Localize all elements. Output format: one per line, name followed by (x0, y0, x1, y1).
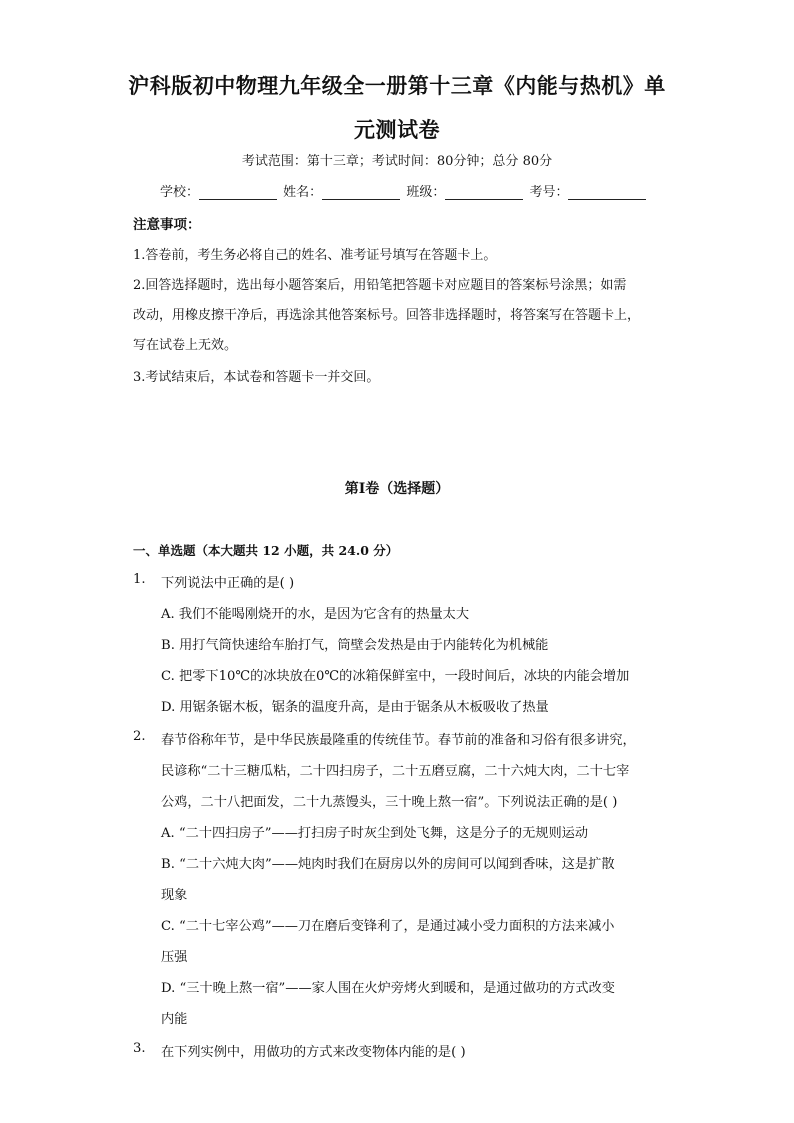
question-stem: 在下列实例中，用做功的方式来改变物体内能的是( ) (161, 1045, 466, 1060)
note-line: 2.回答选择题时，选出每小题答案后，用铅笔把答题卡对应题目的答案标号涂黑；如需 (133, 278, 627, 293)
question-option: A. “二十四扫房子”——打扫房子时灰尘到处飞舞，这是分子的无规则运动 (161, 826, 589, 841)
class-blank[interactable] (445, 187, 523, 200)
question-option: B. 用打气筒快速给车胎打气，筒壁会发热是由于内能转化为机械能 (161, 638, 549, 653)
notes-heading: 注意事项： (133, 217, 201, 233)
exam-title-line1: 沪科版初中物理九年级全一册第十三章《内能与热机》单 (128, 73, 666, 98)
question-stem: 下列说法中正确的是( ) (161, 576, 295, 591)
student-info-fields (160, 181, 648, 200)
question-stem: 民谚称“二十三糖瓜粘，二十四扫房子，二十五磨豆腐，二十六炖大肉，二十七宰 (161, 764, 630, 779)
question-number: 3. (133, 1041, 146, 1056)
question-option: 内能 (161, 1012, 188, 1027)
exam-number-blank[interactable] (568, 187, 646, 200)
question-option: C. 把零下10℃的冰块放在0℃的冰箱保鲜室中，一段时间后，冰块的内能会增加 (161, 669, 630, 684)
part-title: 一、单选题（本大题共 12 小题，共 24.0 分） (133, 543, 399, 558)
question-option: C. “二十七宰公鸡”——刀在磨后变锋利了，是通过减小受力面积的方法来减小 (161, 919, 615, 934)
note-line: 改动，用橡皮擦干净后，再选涂其他答案标号。回答非选择题时，将答案写在答题卡上， (133, 308, 641, 323)
class-label: 班级： (406, 185, 446, 200)
question-option: 现象 (161, 888, 188, 903)
question-option: 压强 (161, 950, 188, 965)
question-stem: 公鸡，二十八把面发，二十九蒸馒头，三十晚上熬一宿”。下列说法正确的是( ) (161, 795, 618, 810)
exam-title-line2: 元测试卷 (354, 117, 440, 142)
question-option: D. “三十晚上熬一宿”——家人围在火炉旁烤火到暖和，是通过做功的方式改变 (161, 981, 615, 996)
question-option: D. 用锯条锯木板，锯条的温度升高，是由于锯条从木板吸收了热量 (161, 700, 549, 715)
question-option: A. 我们不能喝刚烧开的水，是因为它含有的热量太大 (161, 607, 470, 622)
school-label: 学校： (160, 185, 200, 200)
note-line: 3.考试结束后，本试卷和答题卡一并交回。 (133, 370, 380, 385)
question-number: 2. (133, 729, 146, 744)
section-title: 第Ⅰ卷（选择题） (344, 481, 450, 497)
note-line: 1.答卷前，考生务必将自己的姓名、准考证号填写在答题卡上。 (133, 248, 497, 263)
exam-number-label: 考号： (529, 185, 569, 200)
name-blank[interactable] (322, 187, 400, 200)
question-stem: 春节俗称年节，是中华民族最隆重的传统佳节。春节前的准备和习俗有很多讲究， (161, 733, 636, 748)
school-blank[interactable] (199, 187, 277, 200)
name-label: 姓名： (283, 185, 323, 200)
exam-info: 考试范围：第十三章；考试时间：80分钟；总分 80分 (241, 154, 553, 169)
question-option: B. “二十六炖大肉”——炖肉时我们在厨房以外的房间可以闻到香味，这是扩散 (161, 857, 615, 872)
question-number: 1. (133, 572, 146, 587)
note-line: 写在试卷上无效。 (133, 338, 238, 353)
